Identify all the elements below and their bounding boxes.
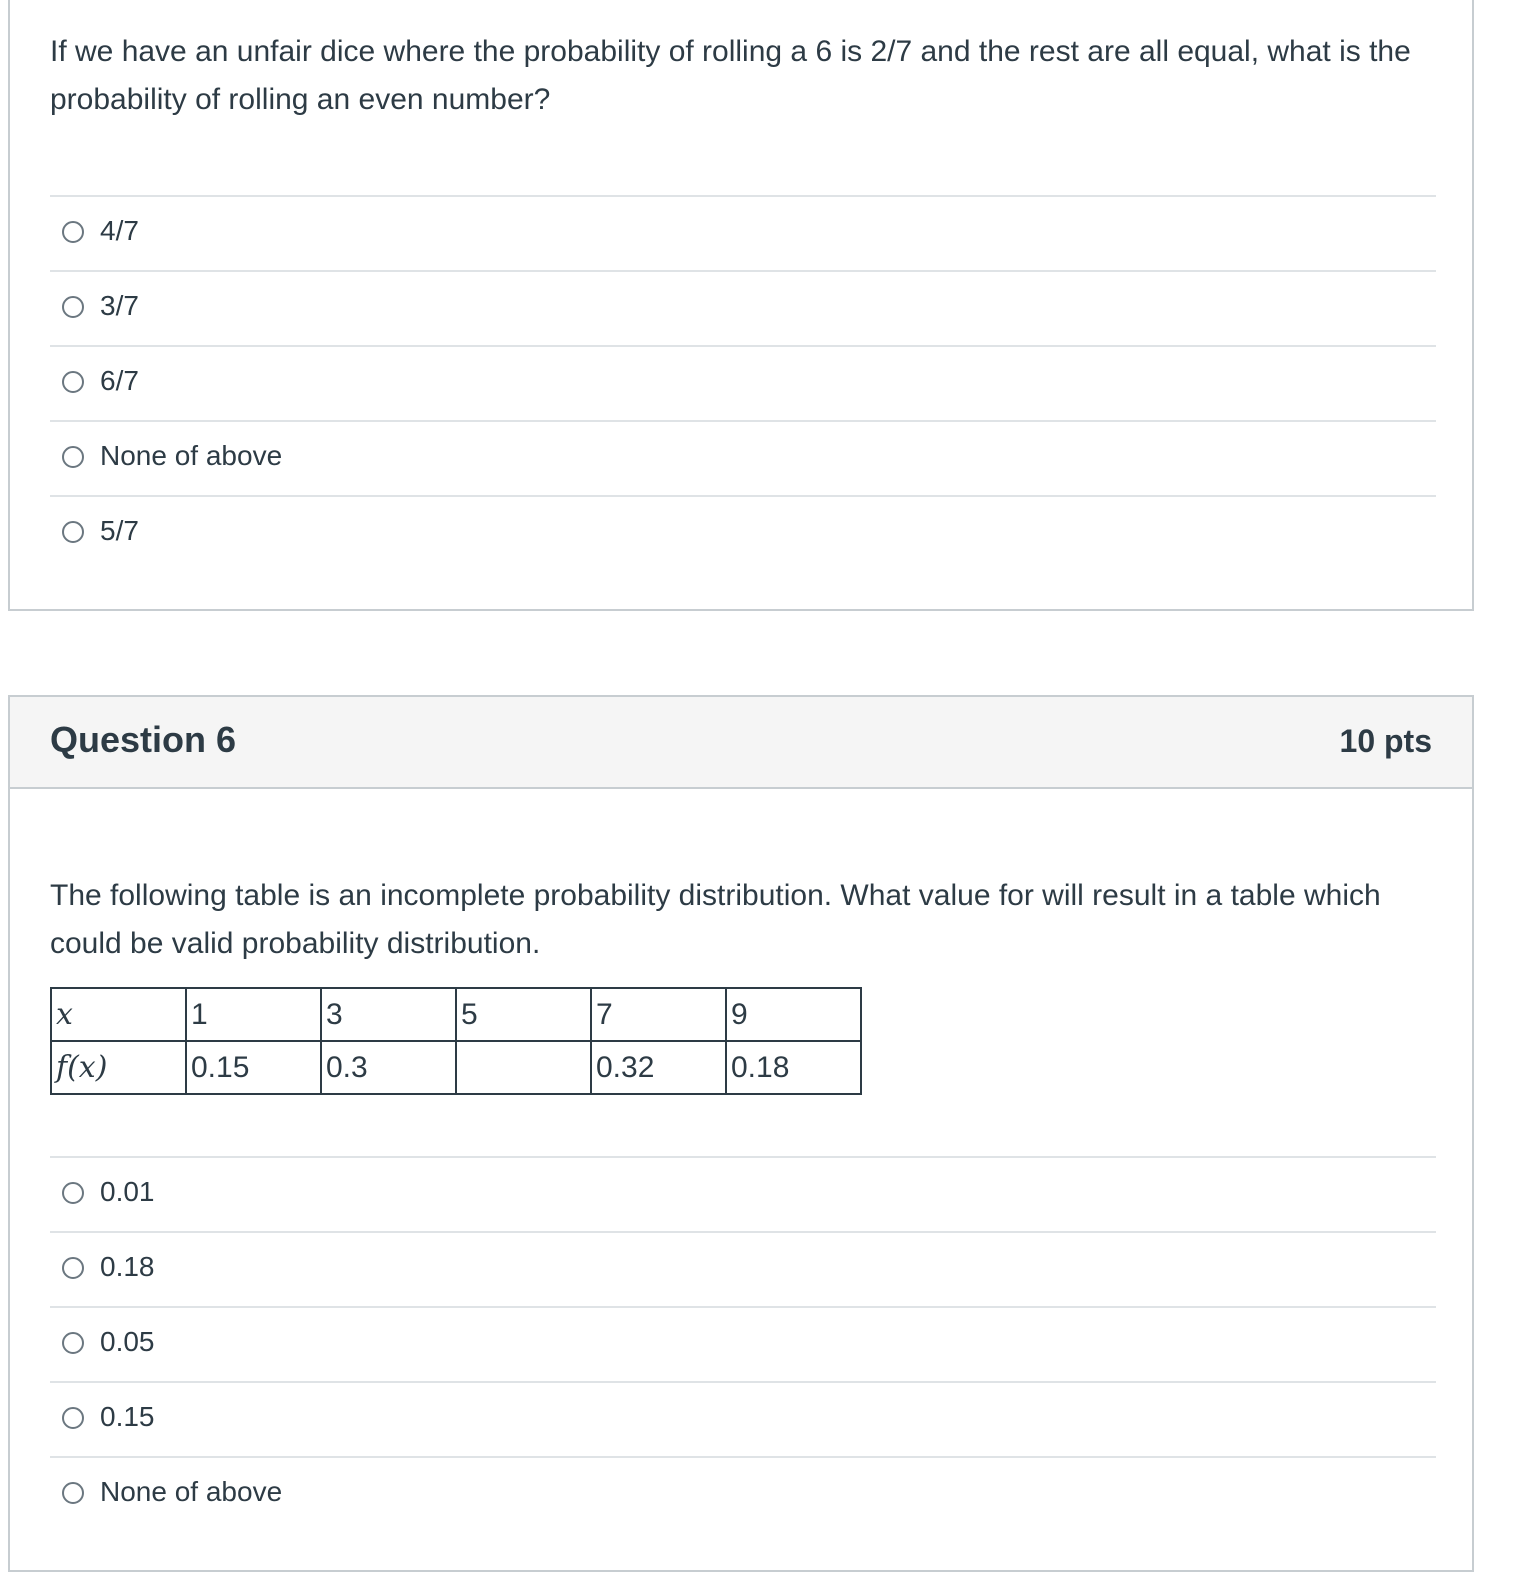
answer-label: 3/7	[100, 290, 139, 321]
table-cell: 7	[591, 988, 726, 1041]
probability-table	[50, 987, 862, 1095]
question-5-answers	[50, 195, 1436, 570]
radio-button[interactable]	[62, 1482, 84, 1504]
radio-button[interactable]	[62, 446, 84, 468]
answer-label: 0.15	[100, 1401, 155, 1432]
question-5-card	[8, 0, 1474, 611]
answer-option[interactable]	[50, 420, 1436, 495]
radio-button[interactable]	[62, 1407, 84, 1429]
table-row-fx	[51, 1041, 861, 1094]
answer-label: 0.18	[100, 1251, 155, 1282]
question-6-answers	[50, 1156, 1436, 1531]
answer-option[interactable]	[50, 1456, 1436, 1531]
table-cell: 5	[456, 988, 591, 1041]
answer-label: 5/7	[100, 515, 139, 546]
radio-button[interactable]	[62, 1182, 84, 1204]
answer-option[interactable]	[50, 1231, 1436, 1306]
radio-button[interactable]	[62, 221, 84, 243]
answer-label: 0.05	[100, 1326, 155, 1357]
answer-option[interactable]	[50, 345, 1436, 420]
question-points: 10 pts	[1339, 723, 1432, 759]
answer-option[interactable]	[50, 195, 1436, 270]
answer-option[interactable]	[50, 1381, 1436, 1456]
answer-option[interactable]	[50, 270, 1436, 345]
answer-option[interactable]	[50, 1306, 1436, 1381]
table-cell	[456, 1041, 591, 1094]
answer-label: 4/7	[100, 215, 139, 246]
table-cell: 3	[321, 988, 456, 1041]
radio-button[interactable]	[62, 371, 84, 393]
table-cell: 0.15	[186, 1041, 321, 1094]
answer-option[interactable]	[50, 495, 1436, 570]
table-cell: f(x)	[51, 1041, 186, 1094]
table-row-x	[51, 988, 861, 1041]
radio-button[interactable]	[62, 296, 84, 318]
table-cell: 0.18	[726, 1041, 861, 1094]
answer-label: None of above	[100, 1476, 283, 1507]
question-6-text: The following table is an incomplete probability distribution. What value for will result in a table which could be valid probability distribution.	[50, 879, 1381, 960]
answer-label: None of above	[100, 440, 283, 471]
radio-button[interactable]	[62, 1332, 84, 1354]
answer-label: 6/7	[100, 365, 139, 396]
table-cell: 0.3	[321, 1041, 456, 1094]
table-cell: 1	[186, 988, 321, 1041]
question-title: Question 6	[50, 719, 237, 760]
table-cell: 9	[726, 988, 861, 1041]
question-5-text: If we have an unfair dice where the probability of rolling a 6 is 2/7 and the rest are all equal, what is the probability of rolling an even number?	[50, 35, 1411, 116]
answer-option[interactable]	[50, 1156, 1436, 1231]
radio-button[interactable]	[62, 521, 84, 543]
question-header	[10, 697, 1472, 789]
question-6-card	[8, 695, 1474, 1572]
table-cell: x	[51, 988, 186, 1041]
table-cell: 0.32	[591, 1041, 726, 1094]
radio-button[interactable]	[62, 1257, 84, 1279]
answer-label: 0.01	[100, 1176, 155, 1207]
